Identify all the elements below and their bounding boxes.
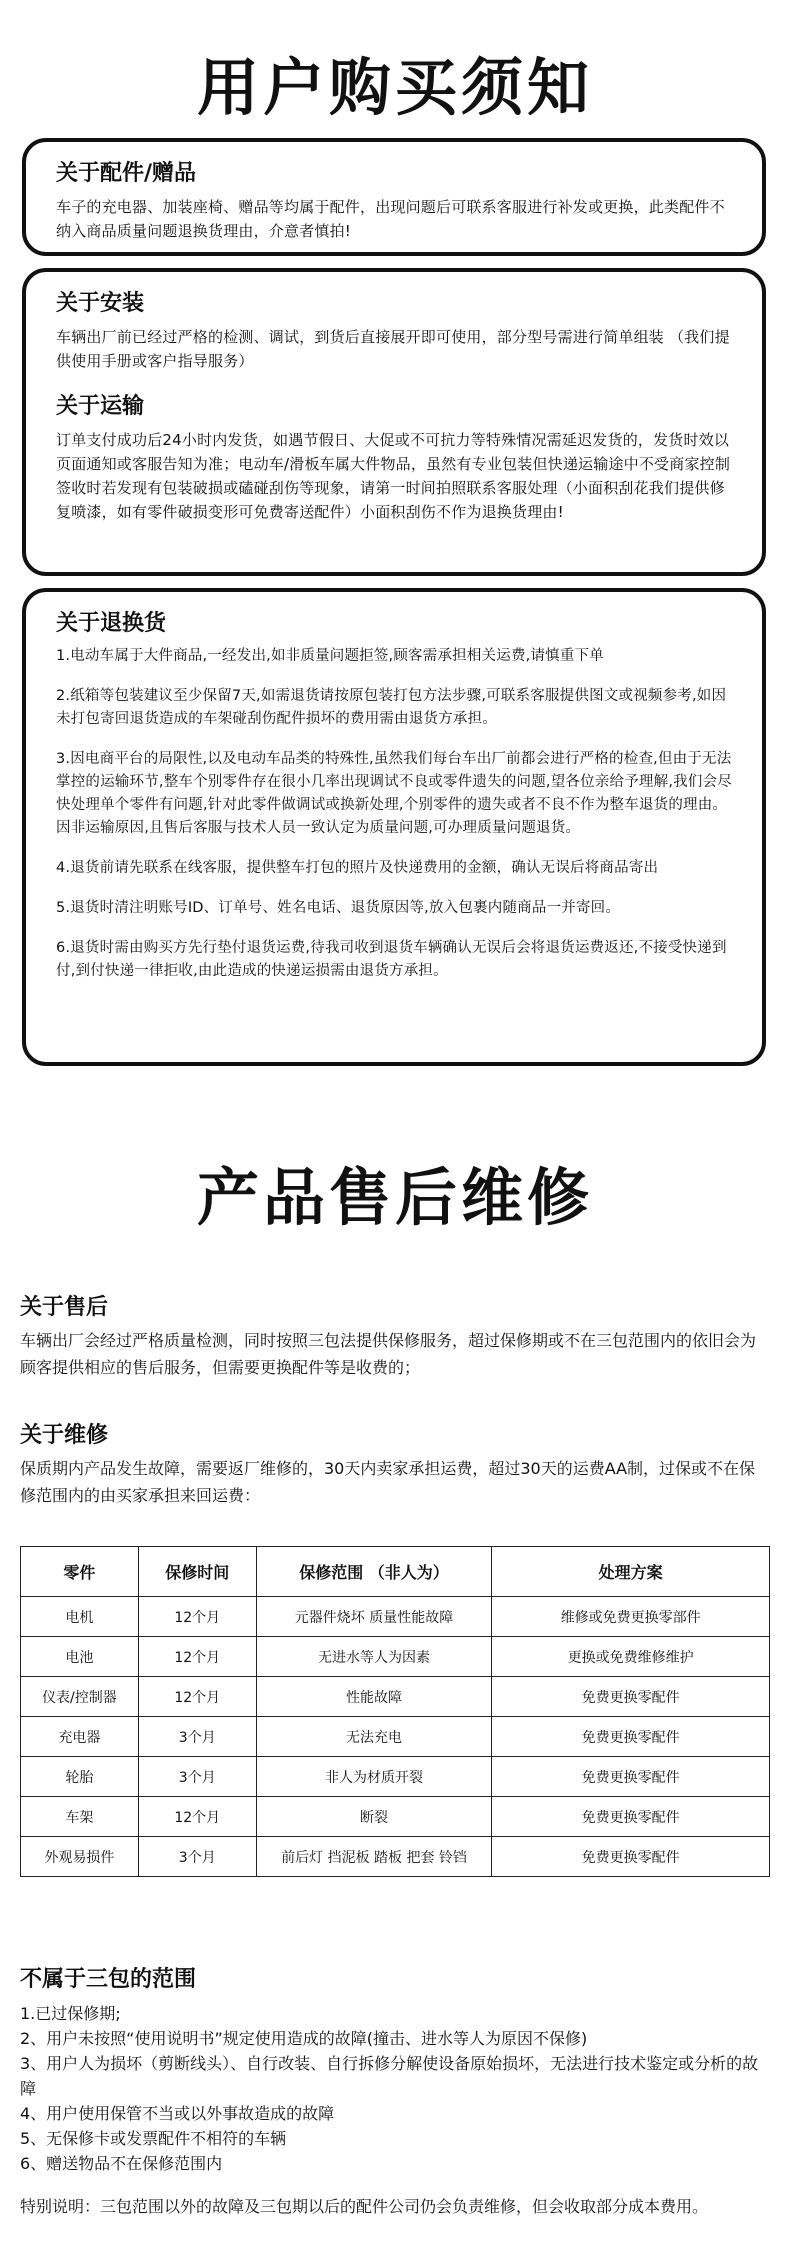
return-item: 2.纸箱等包装建议至少保留7天,如需退货请按原包装打包方法步骤,可联系客服提供图文或视频参考,如因未打包寄回退货造成的车架碰刮伤配件损坏的费用需由退货方承担。 (56, 688, 727, 727)
table-row (21, 1677, 770, 1717)
install-heading: 关于安装 (56, 291, 145, 316)
repair-section (20, 1418, 770, 1509)
header-solution: 处理方案 (492, 1547, 770, 1597)
cell-solution: 免费更换零配件 (492, 1837, 770, 1877)
cell-solution: 更换或免费维修维护 (492, 1637, 770, 1677)
table-row (21, 1597, 770, 1637)
cell-period: 12个月 (138, 1637, 256, 1677)
repair-text: 保质期内产品发生故障，需要返厂维修的，30天内卖家承担运费，超过30天的运费AA制，过保或不在保修范围内的由买家承担来回运费： (20, 1459, 756, 1505)
return-item: 5.退货时清注明账号ID、订单号、姓名电话、退货原因等,放入包裹内随商品一并寄回。 (56, 900, 621, 916)
exclusion-item: 5、无保修卡或发票配件不相符的车辆 (20, 2129, 287, 2148)
table-header-row (21, 1547, 770, 1597)
cell-scope: 前后灯 挡泥板 踏板 把套 铃铛 (256, 1837, 492, 1877)
header-part: 零件 (21, 1547, 139, 1597)
after-sales-section (20, 1290, 770, 1381)
cell-scope: 性能故障 (256, 1677, 492, 1717)
cell-scope: 非人为材质开裂 (256, 1757, 492, 1797)
cell-period: 3个月 (138, 1837, 256, 1877)
cell-period: 12个月 (138, 1677, 256, 1717)
cell-part: 外观易损件 (21, 1837, 139, 1877)
cell-period: 12个月 (138, 1797, 256, 1837)
exclusion-item: 1.已过保修期; (20, 2004, 121, 2023)
exclusion-item: 3、用户人为损坏（剪断线头）、自行改装、自行拆修分解使设备原始损坏，无法进行技术鉴定或分析的故障 (20, 2054, 759, 2098)
warranty-table (20, 1546, 770, 1877)
purchase-notice-title: 用户购买须知 (196, 51, 593, 124)
cell-scope: 无进水等人为因素 (256, 1637, 492, 1677)
cell-period: 3个月 (138, 1757, 256, 1797)
accessories-section (56, 156, 732, 243)
header-warranty-scope: 保修范围 （非人为） (256, 1547, 492, 1597)
return-box (22, 588, 766, 1066)
cell-part: 仪表/控制器 (21, 1677, 139, 1717)
cell-part: 电机 (21, 1597, 139, 1637)
accessories-heading: 关于配件/赠品 (56, 161, 197, 186)
header-warranty-period: 保修时间 (138, 1547, 256, 1597)
accessories-box (22, 138, 766, 256)
cell-scope: 元器件烧坏 质量性能故障 (256, 1597, 492, 1637)
accessories-text: 车子的充电器、加装座椅、赠品等均属于配件，出现问题后可联系客服进行补发或更换，此类配件不纳入商品质量问题退换货理由，介意者慎拍! (56, 198, 725, 240)
cell-part: 轮胎 (21, 1757, 139, 1797)
cell-solution: 免费更换零配件 (492, 1677, 770, 1717)
shipping-heading: 关于运输 (56, 394, 145, 419)
exclusion-item: 2、用户未按照“使用说明书”规定使用造成的故障(撞击、进水等人为原因不保修) (20, 2029, 588, 2048)
cell-solution: 维修或免费更换零部件 (492, 1597, 770, 1637)
after-sales-title: 产品售后维修 (196, 1161, 593, 1234)
shipping-text: 订单支付成功后24小时内发货，如遇节假日、大促或不可抗力等特殊情况需延迟发货的，发货时效以页面通知或客服告知为准；电动车/滑板车属大件物品，虽然有专业包装但快递运输途中不受商家控制签收时若发现有包装破损或磕碰刮伤等现象，请第一时间拍照联系客服处理（小面积刮花我们提供修复喷漆，如有零件破损变形可免费寄送配件）小面积刮伤不作为退换货理由! (56, 431, 731, 521)
cell-scope: 无法充电 (256, 1717, 492, 1757)
exclusion-section (20, 1962, 770, 2219)
after-sales-text: 车辆出厂会经过严格质量检测，同时按照三包法提供保修服务，超过保修期或不在三包范围内的依旧会为顾客提供相应的售后服务，但需要更换配件等是收费的； (20, 1331, 757, 1377)
cell-part: 电池 (21, 1637, 139, 1677)
table-row (21, 1757, 770, 1797)
install-shipping-box (22, 268, 766, 576)
return-item: 1.电动车属于大件商品,一经发出,如非质量问题拒签,顾客需承担相关运费,请慎重下单 (56, 648, 604, 664)
table-row (21, 1797, 770, 1837)
cell-part: 车架 (21, 1797, 139, 1837)
cell-solution: 免费更换零配件 (492, 1717, 770, 1757)
exclusion-item: 4、用户使用保管不当或以外事故造成的故障 (20, 2104, 335, 2123)
exclusion-heading: 不属于三包的范围 (20, 1967, 197, 1992)
table-row (21, 1637, 770, 1677)
after-sales-heading: 关于售后 (20, 1295, 109, 1320)
cell-scope: 断裂 (256, 1797, 492, 1837)
table-row (21, 1717, 770, 1757)
install-text: 车辆出厂前已经过严格的检测、调试，到货后直接展开即可使用，部分型号需进行简单组装 （我们提供使用手册或客户指导服务） (56, 328, 730, 370)
shipping-section (56, 389, 732, 524)
table-row (21, 1837, 770, 1877)
special-note: 特别说明：三包范围以外的故障及三包期以后的配件公司仍会负责维修，但会收取部分成本费用。 (20, 2197, 709, 2216)
exclusion-item: 6、赠送物品不在保修范围内 (20, 2154, 223, 2173)
return-item: 4.退货前请先联系在线客服，提供整车打包的照片及快递费用的金额，确认无误后将商品寄出 (56, 860, 659, 876)
repair-heading: 关于维修 (20, 1423, 109, 1448)
cell-solution: 免费更换零配件 (492, 1757, 770, 1797)
cell-part: 充电器 (21, 1717, 139, 1757)
return-item: 6.退货时需由购买方先行垫付退货运费,待我司收到退货车辆确认无误后会将退货运费返还,不接受快递到付,到付快递一律拒收,由此造成的快递运损需由退货方承担。 (56, 940, 727, 979)
cell-solution: 免费更换零配件 (492, 1797, 770, 1837)
cell-period: 12个月 (138, 1597, 256, 1637)
cell-period: 3个月 (138, 1717, 256, 1757)
return-item: 3.因电商平台的局限性,以及电动车品类的特殊性,虽然我们每台车出厂前都会进行严格的检查,但由于无法掌控的运输环节,整车个别零件存在很小几率出现调试不良或零件遗失的问题,望各位亲给予理解,我们会尽快处理单个零件有问题,针对此零件做调试或换新处理,个别零件的遗失或者不良不作为整车退货的理由。因非运输原因,且售后客服与技术人员一致认定为质量问题,可办理质量问题退货。 (56, 751, 732, 836)
install-section (56, 286, 732, 373)
return-heading: 关于退换货 (56, 611, 167, 636)
